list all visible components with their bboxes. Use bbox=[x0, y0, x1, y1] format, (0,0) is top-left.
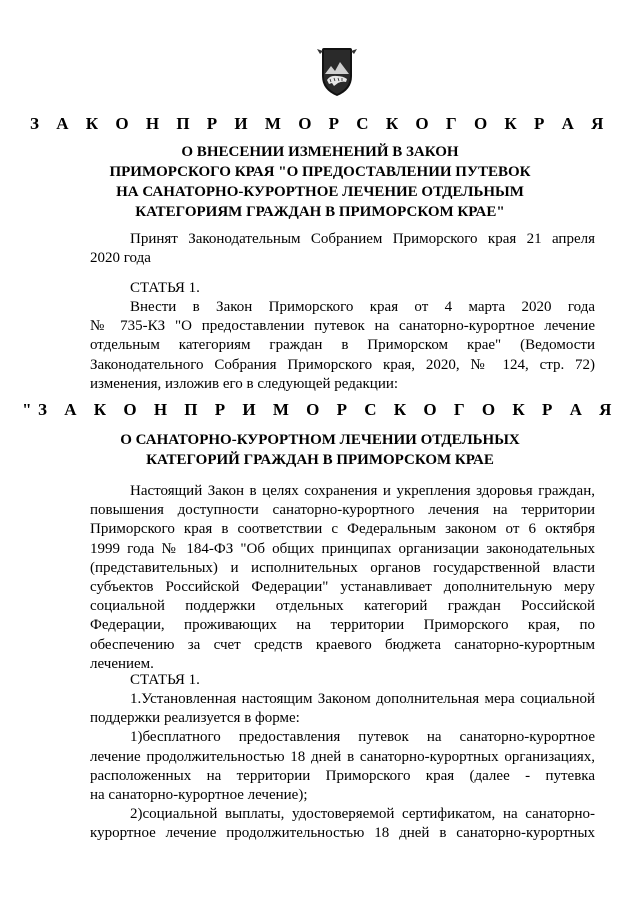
new-law-subtitle-line: О САНАТОРНО-КУРОРТНОМ ЛЕЧЕНИИ ОТДЕЛЬНЫХ bbox=[120, 432, 520, 448]
new-law-subtitle-line: КАТЕГОРИЙ ГРАЖДАН В ПРИМОРСКОМ КРАЕ bbox=[146, 452, 494, 468]
text-line: 2020 года bbox=[90, 250, 151, 267]
text-line: курортное лечение продолжительностью 18 дней в санаторно-курортных bbox=[90, 825, 595, 842]
coat-of-arms-icon bbox=[316, 46, 358, 98]
text-line: 1999 года № 184-ФЗ "Об общих принципах организации законодательных bbox=[90, 540, 595, 557]
text-line: 2)социальной выплаты, удостоверяемой сертификатом, на санаторно- bbox=[130, 806, 595, 823]
text-line: Приморского края в соответствии с Федеральным законом от 6 октября bbox=[90, 521, 595, 538]
preamble-paragraph bbox=[90, 482, 595, 674]
new-law-article-body bbox=[90, 690, 595, 844]
amendment-title bbox=[0, 142, 640, 222]
text-line: лечение продолжительностью 18 дней в санаторно-курортных организациях, bbox=[90, 748, 595, 765]
amendment-title-line: КАТЕГОРИЯМ ГРАЖДАН В ПРИМОРСКОМ КРАЕ" bbox=[135, 204, 505, 220]
text-line: отдельным категориям граждан в Приморском крае" (Ведомости bbox=[90, 337, 595, 354]
text-line: (представительных) и исполнительных органов государственной власти bbox=[90, 559, 595, 576]
new-law-article-heading: СТАТЬЯ 1. bbox=[130, 672, 200, 688]
amendment-title-line: НА САНАТОРНО-КУРОРТНОЕ ЛЕЧЕНИЕ ОТДЕЛЬНЫМ bbox=[116, 184, 524, 200]
text-line: изменения, изложив его в следующей редакции: bbox=[90, 375, 399, 392]
text-line: обеспечению за счет средств краевого бюджета санаторно-курортным bbox=[90, 636, 595, 653]
new-law-title: "З А К О Н П Р И М О Р С К О Г О К Р А Я bbox=[22, 400, 618, 419]
text-line: лечением. bbox=[90, 655, 154, 672]
text-line: № 735-КЗ "О предоставлении путевок на санаторно-курортное лечение bbox=[90, 318, 595, 335]
law-title: З А К О Н П Р И М О Р С К О Г О К Р А Я bbox=[30, 114, 610, 133]
article-body bbox=[90, 298, 595, 394]
text-line: Принят Законодательным Собранием Приморского края 21 апреля bbox=[130, 231, 595, 247]
text-line: 1.Установленная настоящим Законом дополнительная мера социальной bbox=[130, 691, 595, 707]
text-line: повышения доступности санаторно-курортного лечения на территории bbox=[90, 502, 595, 519]
text-line: расположенных на территории Приморского края (далее - путевка bbox=[90, 767, 595, 784]
amendment-title-line: О ВНЕСЕНИИ ИЗМЕНЕНИЙ В ЗАКОН bbox=[181, 144, 459, 160]
text-line: 1)бесплатного предоставления путевок на санаторно-курортное bbox=[130, 729, 595, 746]
text-line: социальной поддержки отдельных категорий граждан Российской bbox=[90, 598, 595, 615]
text-line: Настоящий Закон в целях сохранения и укрепления здоровья граждан, bbox=[130, 483, 595, 499]
text-line: на санаторно-курортное лечение); bbox=[90, 786, 308, 803]
amendment-title-line: ПРИМОРСКОГО КРАЯ "О ПРЕДОСТАВЛЕНИИ ПУТЕВОК bbox=[109, 164, 531, 180]
text-line: Внести в Закон Приморского края от 4 марта 2020 года bbox=[130, 299, 595, 315]
text-line: Федерации, проживающих на территории Приморского края, по bbox=[90, 617, 595, 634]
text-line: поддержки реализуется в форме: bbox=[90, 710, 300, 727]
new-law-subtitle bbox=[0, 430, 640, 470]
adoption-paragraph bbox=[90, 230, 595, 268]
text-line: субъектов Российской Федерации" устанавливает дополнительную меру bbox=[90, 578, 595, 595]
text-line: Законодательного Собрания Приморского края, 2020, № 124, стр. 72) bbox=[90, 356, 595, 373]
article-heading: СТАТЬЯ 1. bbox=[130, 280, 200, 296]
